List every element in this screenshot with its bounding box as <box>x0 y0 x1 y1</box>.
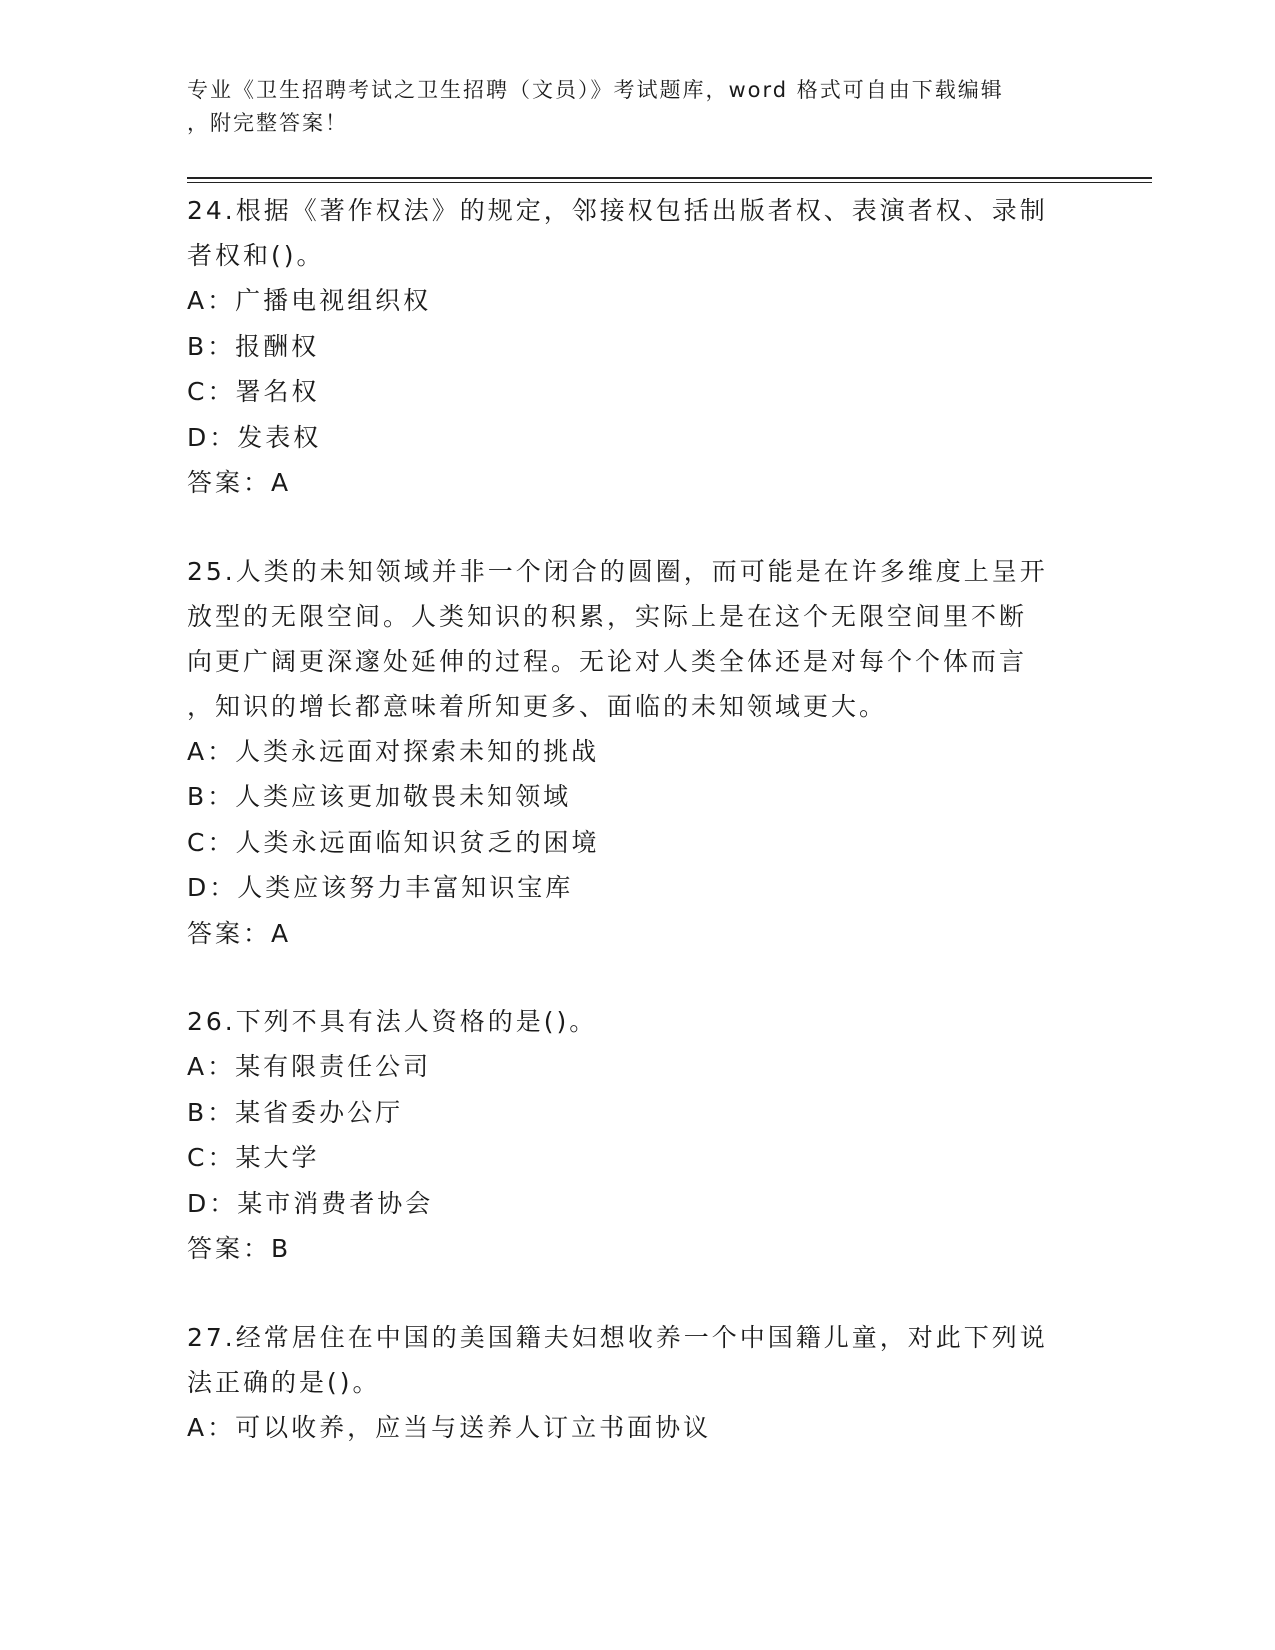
option-a: A：可以收养，应当与送养人订立书面协议 <box>187 1412 712 1442</box>
question-list <box>187 188 1087 1493</box>
question-text-line: 法正确的是()。 <box>187 1367 381 1397</box>
question-text-line: 放型的无限空间。人类知识的积累，实际上是在这个无限空间里不断 <box>187 601 1028 631</box>
option-a: A：某有限责任公司 <box>187 1052 432 1081</box>
question-24 <box>187 188 1087 506</box>
document-header <box>187 74 1067 140</box>
option-b: B：某省委办公厅 <box>187 1097 404 1127</box>
question-text-line: 24.根据《著作权法》的规定，邻接权包括出版者权、表演者权、录制 <box>187 196 1048 225</box>
header-divider <box>187 177 1152 183</box>
question-27 <box>187 1315 1087 1451</box>
option-d: D：发表权 <box>187 422 322 452</box>
option-a: A：广播电视组织权 <box>187 286 432 315</box>
question-text-line: 27.经常居住在中国的美国籍夫妇想收养一个中国籍儿童，对此下列说 <box>187 1322 1048 1352</box>
option-a: A：人类永远面对探索未知的挑战 <box>187 736 600 766</box>
option-d: D：人类应该努力丰富知识宝库 <box>187 873 574 902</box>
answer: 答案：A <box>187 468 292 497</box>
question-26 <box>187 999 1087 1272</box>
question-text-line: 25.人类的未知领域并非一个闭合的圆圈，而可能是在许多维度上呈开 <box>187 556 1048 586</box>
question-25 <box>187 549 1087 957</box>
question-text <box>187 999 1087 1044</box>
question-text-line: 者权和()。 <box>187 241 325 270</box>
option-c: C：某大学 <box>187 1143 320 1172</box>
answer: 答案：B <box>187 1234 292 1263</box>
question-text-line: 26.下列不具有法人资格的是()。 <box>187 1007 598 1036</box>
option-b: B：报酬权 <box>187 331 320 361</box>
option-c: C：署名权 <box>187 377 320 406</box>
option-c: C：人类永远面临知识贫乏的困境 <box>187 827 600 857</box>
question-text <box>187 549 1087 729</box>
question-text-line: 向更广阔更深邃处延伸的过程。无论对人类全体还是对每个个体而言 <box>187 646 1028 676</box>
header-line-2: ，附完整答案！ <box>187 111 348 135</box>
question-text-line: ，知识的增长都意味着所知更多、面临的未知领域更大。 <box>187 691 888 721</box>
header-line-1: 专业《卫生招聘考试之卫生招聘（文员）》考试题库，word 格式可自由下载编辑 <box>187 78 1004 102</box>
question-text <box>187 188 1087 278</box>
option-b: B：人类应该更加敬畏未知领域 <box>187 782 572 811</box>
option-d: D：某市消费者协会 <box>187 1188 434 1218</box>
answer: 答案：A <box>187 918 292 948</box>
question-text <box>187 1315 1087 1405</box>
